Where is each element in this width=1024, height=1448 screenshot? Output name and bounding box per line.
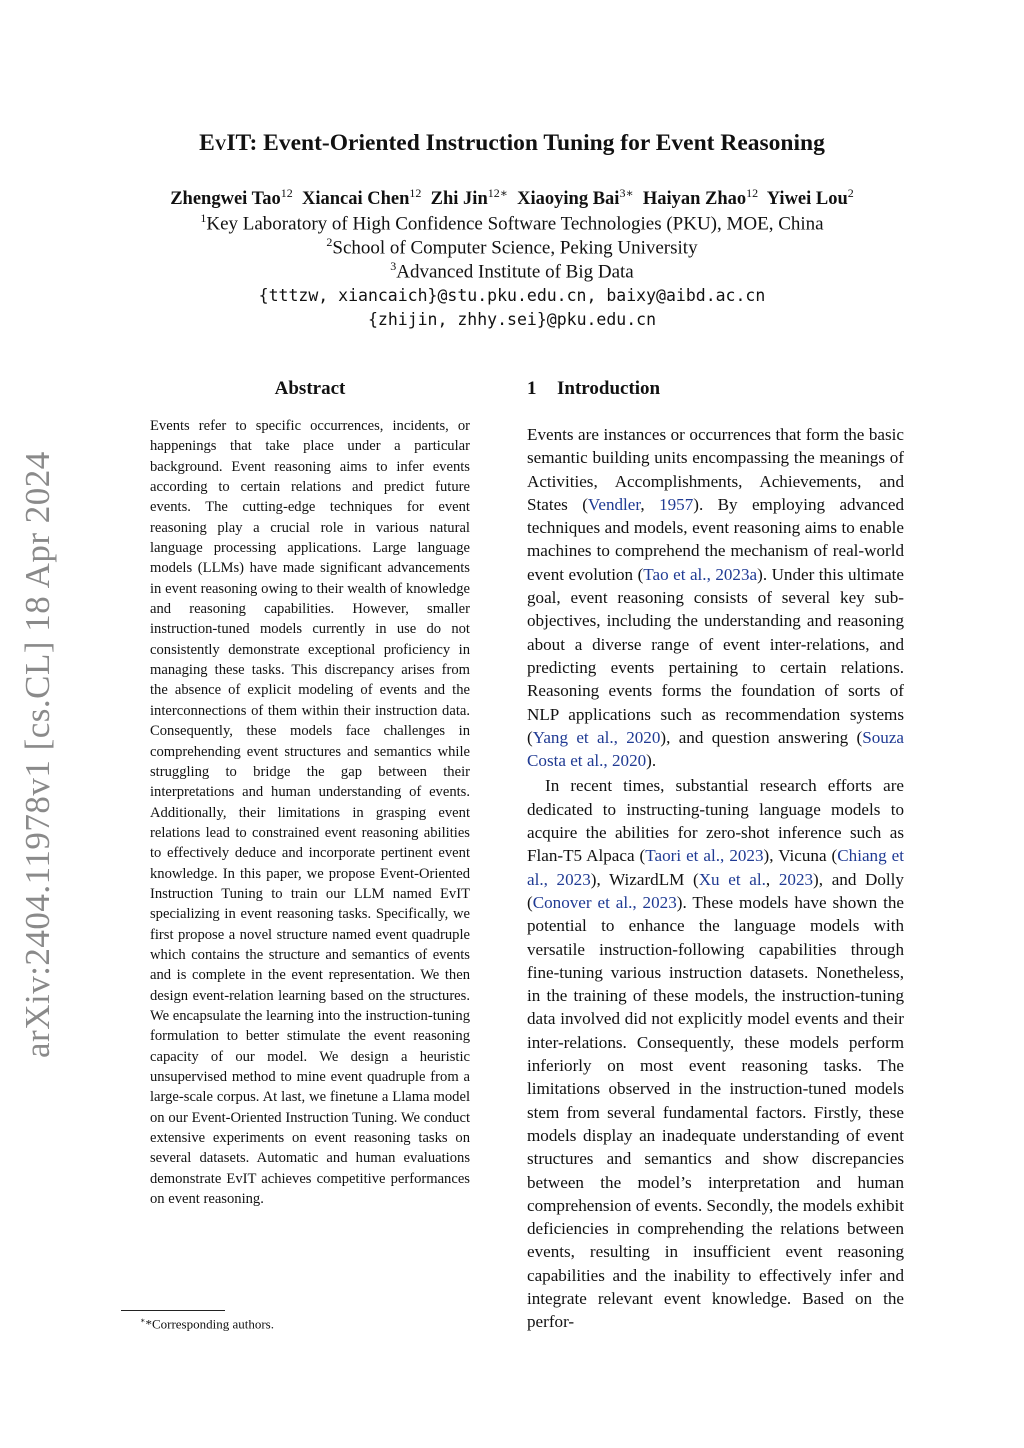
paragraph-text: ,: [765, 869, 779, 889]
abstract-text: Events refer to specific occurrences, incidents, or happenings that take place under a particular background. Event reasoning aims to infer events according to certain relations and predict future events. The cutting-edge techniques for event reasoning play a crucial role in various natural language processing applications. Large language models (LLMs) have made significant advancements in event reasoning owing to their wealth of knowledge and reasoning capabilities. However, smaller instruction-tuned models currently in use do not consistently demonstrate exceptional proficiency in managing these tasks. This discrepancy arises from the absence of explicit modeling of events and the interconnections of them within their instruction data. Consequently, these models face challenges in comprehending event structures and semantics while struggling to bridge the gap between their interpretations and human understanding of events. Additionally, their limitations in grasping event relations lead to constrained event reasoning abilities to effectively deduce and incorporate pertinent event knowledge. In this paper, we propose Event-Oriented Instruction Tuning to train our LLM named EvIT specializing in event reasoning tasks. Specifically, we first propose a novel structure named event quadruple which contains the structure and semantics of events and is complete in the event representation. We then design event-relation learning based on the structures. We encapsulate the learning into the instruction-tuning formulation to better stimulate the event reasoning capacity of our model. We design a heuristic unsupervised method to mine event quadruple from a large-scale corpus. At last, we finetune a Llama model on our Event-Oriented Instruction Tuning. We conduct extensive experiments on event reasoning tasks on several datasets. Automatic and human evaluations demonstrate EvIT achieves competitive performances on event reasoning.: [150, 418, 470, 1208]
section-heading-introduction: [527, 378, 907, 400]
arxiv-identifier: arXiv:2404.11978v1 [cs.CL] 18 Apr 2024: [18, 451, 57, 1058]
citation-link[interactable]: Taori et al., 2023: [645, 846, 764, 866]
abstract-heading: Abstract: [274, 378, 346, 399]
citation-link[interactable]: 2023: [778, 869, 814, 889]
section-title: Introduction: [557, 378, 661, 399]
intro-paragraph-2: [527, 774, 904, 1333]
author: Xiancai Chen$^{12}$: [301, 186, 422, 210]
author-list: [0, 186, 1024, 210]
paragraph-text: ), and question answering (: [660, 727, 863, 747]
affiliation-1: $^1$Key Laboratory of High Confidence Software Technologies (PKU), MOE, China: [200, 211, 824, 235]
author: Yiwei Lou$^2$: [766, 186, 854, 210]
paragraph-text: ), and Dolly (: [527, 869, 904, 912]
citation-link[interactable]: Yang et al., 2020: [532, 727, 661, 747]
citation-link[interactable]: Souza Costa et al., 2020: [527, 727, 904, 771]
footnote-rule: [121, 1310, 225, 1311]
paragraph-text: ). These models have shown the potential to enhance the language models with versatile instruction-following capabilities through fine-tuning various instruction datasets. Nonetheless, in the training of these models, the instruction-tuning data involved did not explicitly model events and their inter-relations. Consequently, these models perform inferiorly on most event reasoning tasks. The limitations observed in the instruction-tuned models stem from several fundamental factors. Firstly, these models display an inadequate understanding of event structures and semantics and show discrepancies between the model’s interpretation and human comprehension of events. Secondly, the models exhibit deficiencies in comprehending the relations between events, resulting in insufficient event reasoning capabilities and the inability to effectively infer and integrate relevant event knowledge. Based on the perfor-: [527, 892, 904, 1332]
citation-link[interactable]: Chiang et al., 2023: [527, 846, 904, 889]
author: Haiyan Zhao$^{12}$: [642, 186, 759, 210]
paragraph-text: ). Under this ultimate goal, event reasoning consists of several key sub-objectives, including the understanding and reasoning about a diverse range of event inter-relations, and predicting events pertaining to certain relations. Reasoning events forms the foundation of sorts of NLP applications such as recommendation systems (: [527, 564, 904, 747]
affiliation-2: $^2$School of Computer Science, Peking University: [326, 235, 698, 259]
author: Zhengwei Tao$^{12}$: [170, 186, 293, 210]
title-smallcaps: v: [214, 130, 227, 156]
title-rest: : Event-Oriented Instruction Tuning for Event Reasoning: [249, 130, 825, 156]
affiliation-3: $^3$Advanced Institute of Big Data: [390, 259, 634, 283]
title-prefix: E: [199, 130, 215, 156]
footnote: [140, 1316, 274, 1332]
paragraph-text: ,: [640, 494, 660, 514]
introduction-body: [527, 423, 904, 1334]
intro-paragraph-1: [527, 423, 904, 772]
citation-link[interactable]: Conover et al., 2023: [532, 892, 677, 912]
footnote-mark: ∗: [140, 1316, 146, 1325]
author: Zhi Jin$^{12∗}$: [430, 186, 508, 210]
paragraph-text: ), WizardLM (: [590, 869, 699, 889]
citation-link[interactable]: Xu et al.: [698, 869, 766, 889]
email-line-1: {tttzw, xiancaich}@stu.pku.edu.cn, baixy@aibd.ac.cn: [258, 286, 766, 305]
paragraph-text: ), Vicuna (: [763, 846, 838, 866]
citation-link[interactable]: Vendler: [587, 494, 641, 514]
paper-title: [0, 130, 1024, 157]
citation-link[interactable]: Tao et al., 2023a: [643, 564, 758, 584]
author: Xiaoying Bai$^{3∗}$: [517, 186, 634, 210]
paragraph-text: Events are instances or occurrences that form the basic semantic building units encompassing the meanings of Activities, Accomplishments, Achievements, and States (: [527, 425, 904, 514]
section-number: 1: [527, 378, 537, 399]
title-name-rest: IT: [226, 130, 250, 156]
paragraph-text: ).: [646, 751, 657, 771]
paragraph-text: In recent times, substantial research efforts are dedicated to instructing-tuning language models to acquire the abilities for zero-shot inference such as Flan-T5 Alpaca (: [527, 776, 904, 866]
footnote-text: *Corresponding authors.: [145, 1316, 274, 1332]
email-line-2: {zhijin, zhhy.sei}@pku.edu.cn: [367, 310, 657, 329]
citation-link[interactable]: 1957: [659, 494, 694, 514]
paragraph-text: ). By employing advanced techniques and models, event reasoning aims to enable machines to comprehend the mechanism of real-world event evolution (: [527, 494, 904, 584]
